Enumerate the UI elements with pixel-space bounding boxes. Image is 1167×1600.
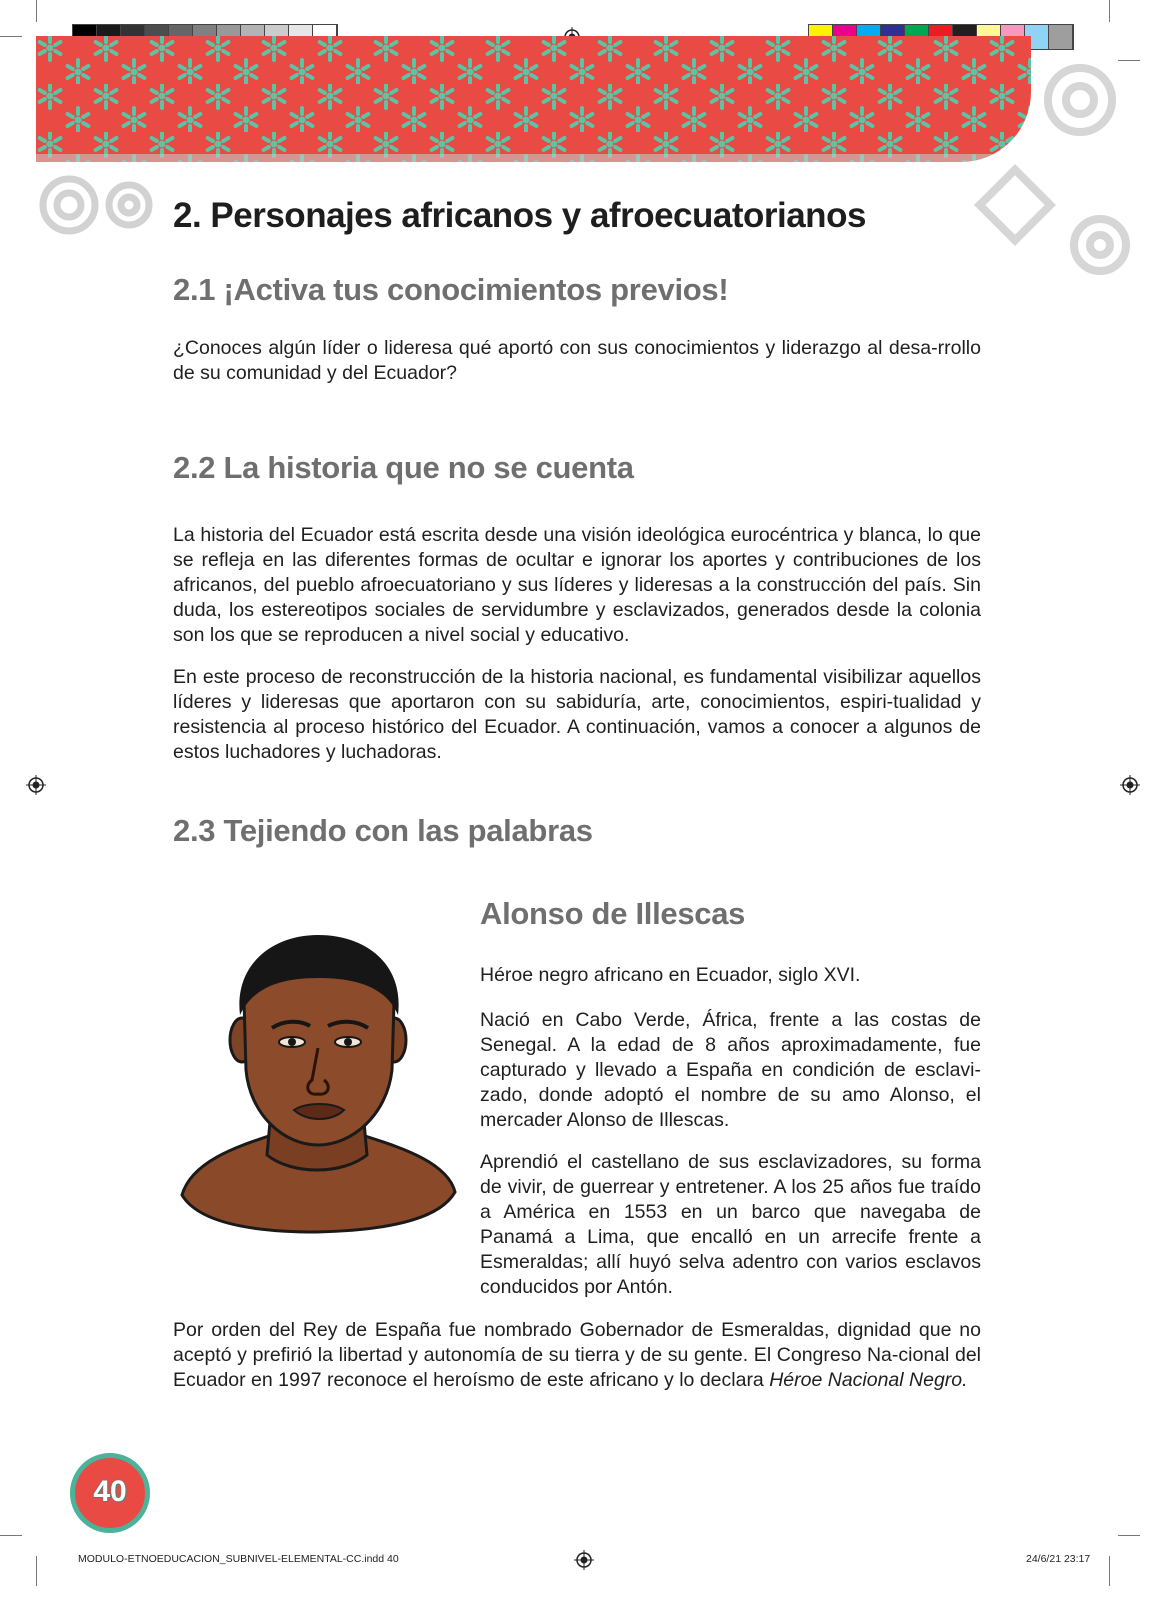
person-paragraph-4-emphasis: Héroe Nacional Negro. — [769, 1369, 968, 1391]
crop-mark — [0, 1535, 22, 1536]
crop-mark — [1109, 0, 1110, 22]
date-time-slug: 24/6/21 23:17 — [1026, 1553, 1091, 1565]
registration-mark-icon — [1120, 775, 1140, 795]
section-2-2-paragraph-2: En este proceso de reconstrucción de la historia nacional, es fundamental visibilizar aquellos líderes y lideresas que aportaron con su sabiduría, arte, conocimientos, espiri-tualidad y resistencia al proceso histórico del Ecuador. A continuación, vamos a conocer a algunos de estos luchadores y luchadoras. — [173, 666, 981, 763]
section-heading-2-1: 2.1 ¡Activa tus conocimientos previos! — [173, 272, 729, 307]
person-paragraph-4-text: Por orden del Rey de España fue nombrado Gobernador de Esmeraldas, dignidad que no aceptó y prefirió la libertad y autonomía de su tierra y de su gente. El Congreso Na-cional del Ecuador en 1997 reconoce el heroísmo de este africano y lo declara — [173, 1319, 981, 1391]
page-number-badge — [70, 1453, 150, 1533]
crop-mark — [1109, 1556, 1110, 1586]
person-paragraph-3: Aprendió el castellano de sus esclavizadores, su forma de vivir, de guerrear y entretener. A los 25 años fue traído a América en 1553 en un barco que navegaba de Panamá a Lima, que encalló en un arrecife frente a Esmeraldas; allí huyó selva adentro con varios esclavos conducidos por Antón. — [480, 1151, 981, 1298]
header-banner — [36, 36, 1031, 162]
crop-mark — [0, 36, 22, 37]
person-name: Alonso de Illescas — [480, 896, 746, 931]
registration-mark-icon — [26, 775, 46, 795]
section-2-1-text: ¿Conoces algún líder o lideresa qué aportó con sus conocimientos y liderazgo al desa-rrollo de su comunidad y del Ecuador? — [173, 337, 981, 384]
crop-mark — [1118, 1535, 1140, 1536]
crop-mark — [36, 0, 37, 22]
section-heading-2-3: 2.3 Tejiendo con las palabras — [173, 813, 593, 848]
portrait-illustration — [172, 930, 462, 1240]
person-paragraph-1: Héroe negro africano en Ecuador, siglo XVI. — [480, 964, 861, 986]
page-number: 40 — [93, 1475, 127, 1508]
file-name-slug: MODULO-ETNOEDUCACION_SUBNIVEL-ELEMENTAL-CC.indd 40 — [78, 1553, 399, 1565]
person-paragraph-4 — [173, 1318, 981, 1393]
spiral-ornament-icon — [34, 150, 154, 250]
crop-mark — [36, 1556, 37, 1586]
person-paragraph-2: Nació en Cabo Verde, África, frente a las costas de Senegal. A la edad de 8 años aproximadamente, fue capturado y llevado a España en condición de esclavi-zado, donde adoptó el nombre de su amo Alonso, el mercader Alonso de Illescas. — [480, 1009, 981, 1131]
registration-mark-icon — [574, 1550, 594, 1570]
page-title: 2. Personajes africanos y afroecuatorianos — [173, 196, 866, 235]
section-heading-2-2: 2.2 La historia que no se cuenta — [173, 450, 634, 485]
section-2-2-paragraph-1: La historia del Ecuador está escrita desde una visión ideológica eurocéntrica y blanca, lo que se refleja en las diferentes formas de ocultar e ignorar los aportes y contribuciones de los africanos, del pueblo afroecuatoriano y sus líderes y lideresas a la construcción del país. Sin duda, los estereotipos sociales de servidumbre y esclavizados, generados desde la colonia son los que se reproducen a nivel social y educativo. — [173, 524, 981, 646]
